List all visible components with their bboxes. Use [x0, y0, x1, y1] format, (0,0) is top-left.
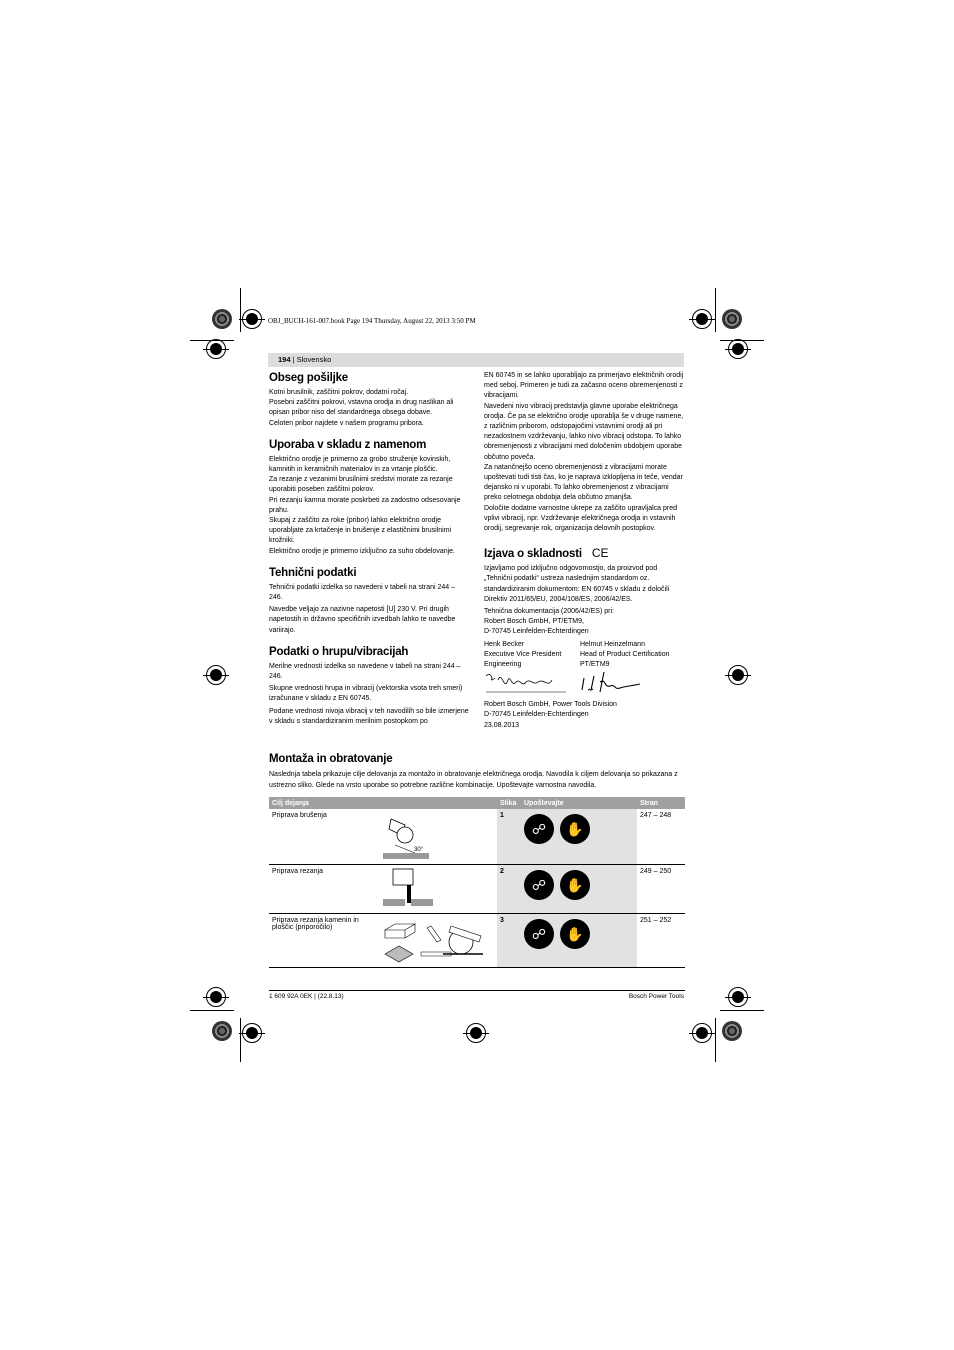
paragraph: Posebni zaščitni pokrovi, vstavna orodja in drug naslikan ali opisan pribor niso del standardnega obsega dobave.: [269, 399, 454, 417]
table-row: [269, 864, 685, 913]
table-cell-page: 247 – 248: [637, 809, 685, 864]
goal-text: Priprava brušenja: [272, 812, 327, 819]
read-manual-icon: ☍: [524, 814, 554, 844]
registration-mark-icon: [728, 339, 748, 359]
operations-table: [269, 797, 685, 968]
paragraph: Izjavljamo pod izključno odgovornostjo, da proizvod pod „Tehnični podatki“ ustreza naslednjim standardom oz. standardiziranim dokumentom: EN 60745 v skladu z določili Direktiv 2011/65/EU, 2004/108/ES, 2006/42/ES.: [484, 565, 670, 603]
signer-role: Head of Product Certification: [580, 650, 670, 658]
table-cell-page: 251 – 252: [637, 913, 685, 967]
paragraph: Tehnični podatki izdelka so navedeni v tabeli na strani 244 – 246.: [269, 583, 456, 602]
color-bar-icon: [212, 309, 232, 329]
paragraph: Robert Bosch GmbH, PT/ETM9,: [484, 618, 584, 626]
registration-mark-icon: [206, 339, 226, 359]
conformity-title: Izjava o skladnosti: [484, 548, 582, 561]
section-title: Podatki o hrupu/vibracijah: [269, 645, 409, 658]
wear-gloves-icon: ✋: [560, 870, 590, 900]
page-language: Slovensko: [296, 355, 332, 364]
registration-mark-icon: [466, 1023, 486, 1043]
paragraph: D-70745 Leinfelden-Echterdingen: [484, 628, 589, 636]
paragraph: Merilne vrednosti izdelka so navedene v tabeli na strani 244 – 246.: [269, 662, 461, 681]
grinding-illustration-icon: [381, 815, 431, 861]
company-line: Robert Bosch GmbH, Power Tools Division: [484, 701, 617, 709]
signer-role: PT/ETM9: [580, 661, 610, 669]
column-header: Slika: [497, 797, 521, 809]
footer-brand: Bosch Power Tools: [628, 993, 684, 1000]
handwritten-signature-icon: [484, 670, 684, 700]
goal-text: Priprava rezanja: [272, 867, 323, 875]
paragraph: Za rezanje z vezanimi brusilnimi sredstvi morate za rezanje uporabiti poseben zaščitni pokrov.: [269, 476, 453, 494]
section-title: Obseg pošiljke: [269, 372, 349, 384]
registration-mark-icon: [242, 1023, 262, 1043]
registration-mark-icon: [692, 309, 712, 329]
goal-text: Priprava rezanja kamenin in ploščic (priporočilo): [272, 916, 359, 931]
table-header-row: [269, 797, 685, 809]
color-bar-icon: [722, 1021, 742, 1041]
paragraph: Celoten pribor najdete v našem programu pribora.: [269, 419, 424, 427]
table-cell-notes: [521, 913, 637, 967]
read-manual-icon: ☍: [524, 919, 554, 949]
section-title: Uporaba v skladu z namenom: [269, 438, 427, 451]
wear-gloves-icon: ✋: [560, 814, 590, 844]
table-cell-goal: [269, 809, 497, 864]
ce-mark-icon: CE: [591, 546, 609, 561]
paragraph: Električno orodje je primerno za grobo struženje kovinskih, kamnitih in keramičnih materialov in za vrtanje ploščic.: [269, 455, 451, 474]
date: 23.08.2013: [484, 721, 520, 729]
table-cell-goal: [269, 864, 497, 913]
registration-mark-icon: [206, 987, 226, 1007]
signer-name: Helmut Heinzelmann: [580, 640, 645, 648]
print-header: OBJ_BUCH-161-007.book Page 194 Thursday, August 22, 2013 3:50 PM: [268, 317, 476, 325]
left-column: [269, 371, 469, 727]
paragraph: Določite dodatne varnostne ukrepe za zaščito upravljalca pred vplivi vibracij, npr. Vzdrževanje električnega orodja in vstavnih orodij, segrevanje rok, organizacija delovnih postopkov.: [484, 504, 678, 533]
page-number: 194: [278, 355, 291, 364]
right-column: [484, 371, 684, 731]
footer-document-id: 1 609 92A 0EK | (22.8.13): [269, 993, 344, 1000]
signer-name: Henk Becker: [484, 640, 525, 648]
paragraph: Pri rezanju kamna morate poskrbeti za zadostno odsesovanje prahu.: [269, 496, 461, 514]
table-cell-page: 249 – 250: [637, 864, 685, 913]
paragraph: Skupaj z zaščito za roke (pribor) lahko električno orodje uporabljate za krtačenje in brušenje z elastičnimi brusilnimi krožniki.: [269, 517, 452, 545]
page-header-bar: 194 | Slovensko: [268, 353, 684, 367]
table-row: [269, 913, 685, 967]
table-cell-notes: [521, 809, 637, 864]
company-line: D-70745 Leinfelden-Echterdingen: [484, 711, 589, 719]
read-manual-icon: ☍: [524, 870, 554, 900]
wear-gloves-icon: ✋: [560, 919, 590, 949]
signatures: [484, 674, 684, 700]
paragraph: EN 60745 in se lahko uporabljajo za primerjavo električnih orodij med seboj. Primeren je tudi za začasno oceno obremenjenosti z vibracijami.: [484, 372, 684, 400]
registration-mark-icon: [728, 665, 748, 685]
footer-rule: [269, 990, 685, 991]
table-cell-goal: [269, 913, 497, 967]
signer-role: Executive Vice President: [484, 650, 562, 658]
color-bar-icon: [212, 1021, 232, 1041]
angle-label: 30°: [414, 847, 424, 853]
table-cell-figure: 1: [497, 809, 521, 864]
table-cell-figure: 3: [497, 913, 521, 967]
column-header: Cilj dejanja: [269, 797, 497, 809]
paragraph: Kotni brusilnik, zaščitni pokrov, dodatni ročaj.: [269, 389, 409, 396]
registration-mark-icon: [206, 665, 226, 685]
paragraph: Električno orodje je primerno izključno za suho obdelovanje.: [269, 547, 455, 555]
paragraph: Naslednja tabela prikazuje cilje delovanja za montažo in obratovanje električnega orodja. Navodila k ciljem delovanja so prikazana z ustrezno sliko. Glede na vrsto uporabe so potrebne različne kombinacije. Upoštevajte varnostna navodila.: [269, 771, 678, 789]
paragraph: Tehnična dokumentacija (2006/42/ES) pri:: [484, 608, 614, 616]
column-header: Upoštevajte: [521, 797, 637, 809]
table-cell-figure: 2: [497, 864, 521, 913]
table-row: [269, 809, 685, 864]
paragraph: Podane vrednosti nivoja vibracij v teh navodilih so bile izmerjene v skladu s standardiziranim merilnim postopkom po: [269, 707, 469, 725]
section-title: Tehnični podatki: [269, 566, 357, 579]
paragraph: Za natančnejšo oceno obremenjenosti z vibracijami morate upoštevati tudi tisti čas, ko je naprava izklopljena in teče, vendar dejansko ni v uporabi. To lahko obremenjenost z vibracijami preko celotnega obdobja dela občutno zmanjša.: [484, 463, 683, 502]
montaza-section: [269, 752, 685, 791]
section-title: [484, 546, 684, 561]
paragraph: Navedbe veljajo za nazivne napetosti [U] 230 V. Pri drugih napetostih in državno specifičnih izvedbah lahko te navedbe variirajo.: [269, 606, 456, 634]
table-cell-notes: [521, 864, 637, 913]
registration-mark-icon: [242, 309, 262, 329]
registration-mark-icon: [692, 1023, 712, 1043]
registration-mark-icon: [728, 987, 748, 1007]
signer-role: Engineering: [484, 661, 522, 669]
column-header: Stran: [637, 797, 685, 809]
paragraph: Navedeni nivo vibracij predstavlja glavne uporabe električnega orodja. Če pa se električno orodje uporablja še v druge namene, z različnim priborom, odstopajočimi vstavnimi orodji ali pri nezadostnem vzdrževanju, lahko nivo vibracij odstopa. To lahko obremenjenosti z vibracijami med določenim obdobjem uporabe občutno poveča.: [484, 402, 684, 461]
signatories: [484, 640, 684, 671]
color-bar-icon: [722, 309, 742, 329]
paragraph: Skupne vrednosti hrupa in vibracij (vektorska vsota treh smeri) izračunane v skladu z EN 60745.: [269, 685, 463, 703]
cutting-illustration-icon: [381, 867, 437, 909]
section-title: Montaža in obratovanje: [269, 753, 393, 765]
stone-cutting-illustration-icon: [381, 918, 493, 966]
